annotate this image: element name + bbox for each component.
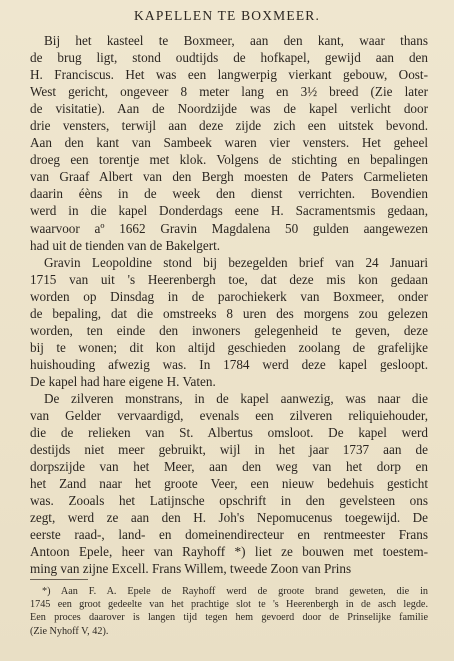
text-line: dorpszijde van het Meer, aan den weg van het dorp en <box>30 459 428 475</box>
text-line: was. Zooals het Latijnsche opschrift in den gevelsteen ons <box>30 493 428 509</box>
text-line: destijds niet meer gebruikt, wijl in het jaar 1737 aan de <box>30 442 428 458</box>
text-line: waarvoor aº 1662 Gravin Magdalena 50 gulden aangewezen <box>30 220 428 236</box>
text-line: worden op Dinsdag in de parochiekerk van Boxmeer, onder <box>30 288 428 304</box>
text-line: het Zand naar het groote Veer, een nieuw bedehuis gesticht <box>30 476 428 492</box>
text-line: Antoon Epele, heer van Rayhoff *) liet ze bouwen met toestem- <box>30 544 428 560</box>
text-line: Aan den kant van Sambeek waren vier vensters. Het geheel <box>30 135 428 151</box>
text-line: eerste raad-, land- en domeinendirecteur en rentmeester Frans <box>30 527 428 543</box>
footnote-line: *) Aan F. A. Epele de Rayhoff werd de groote brand geweten, die in <box>42 586 428 597</box>
text-line: zegt, werd ze aan den H. Joh's Nepomucenus toegewijd. De <box>30 510 428 526</box>
text-line: de brug ligt, stond oudtijds de hofkapel, gewijd aan den <box>30 50 428 66</box>
text-line: werd in die kapel Donderdags eene H. Sacramentsmis gedaan, <box>30 203 428 219</box>
footnote-rule <box>30 579 88 580</box>
body-text <box>30 32 428 578</box>
footnote-line: Een proces daarover is langen tijd tegen hem gevoerd door de Prinselijke familie <box>30 612 428 624</box>
page-title: KAPELLEN TE BOXMEER. <box>133 8 321 23</box>
text-line: worden, ten einde den inwoners gelegenheid te geven, deze <box>30 322 428 338</box>
text-line: De zilveren monstrans, in de kapel aanwezig, was naar die <box>44 390 428 406</box>
text-line: De kapel had hare eigene H. Vaten. <box>30 373 216 389</box>
text-line: die de relieken van St. Albertus omsloot. De kapel werd <box>30 425 428 441</box>
text-line: West gericht, ongeveer 8 meter lang en 3½ breed (Zie later <box>30 84 428 100</box>
footnote <box>30 585 428 638</box>
text-line: huishouding afwezig was. In 1784 werd deze kapel gesloopt. <box>30 356 428 372</box>
text-line: Bij het kasteel te Boxmeer, aan den kant, waar thans <box>44 33 428 48</box>
footnote-line: 1745 een groot gedeelte van het prachtige slot te 's Heerenbergh in de asch legde. <box>30 599 428 611</box>
text-line: H. Franciscus. Het was een langwerpig vierkant gebouw, Oost- <box>30 67 428 83</box>
text-line: de bepaling, dat die omstreeks 8 uren des morgens zou gelezen <box>30 305 428 321</box>
text-line: ming van zijne Excell. Frans Willem, tweede Zoon van Prins <box>30 561 352 577</box>
text-line: droeg een torentje met klok. Volgens de stichting en bepalingen <box>30 152 428 168</box>
text-line: 1715 van uit 's Heerenbergh toe, dat deze mis kon gedaan <box>30 271 428 287</box>
text-line: de visitatie). Aan de Noordzijde was de kapel verlicht door <box>30 101 428 117</box>
text-line: van Graaf Albert van den Bergh moesten de Paters Carmelieten <box>30 169 428 185</box>
footnote-line: (Zie Nyhoff V, 42). <box>30 625 109 637</box>
text-line: had uit de tienden van de Bakelgert. <box>30 237 221 253</box>
text-line: bij te wonen; dit kon altijd geschieden zoolang de grafelijke <box>30 339 428 355</box>
text-line: daarin éèns in de week den dienst verrichten. Bovendien <box>30 186 428 202</box>
text-line: Gravin Leopoldine stond bij bezegelden brief van 24 Januari <box>44 254 428 270</box>
text-line: drie vensters, terwijl aan deze zijde zich een uitstek bevond. <box>30 118 428 134</box>
text-line: van Gelder vervaardigd, evenals een zilveren reliquiehouder, <box>30 408 428 424</box>
